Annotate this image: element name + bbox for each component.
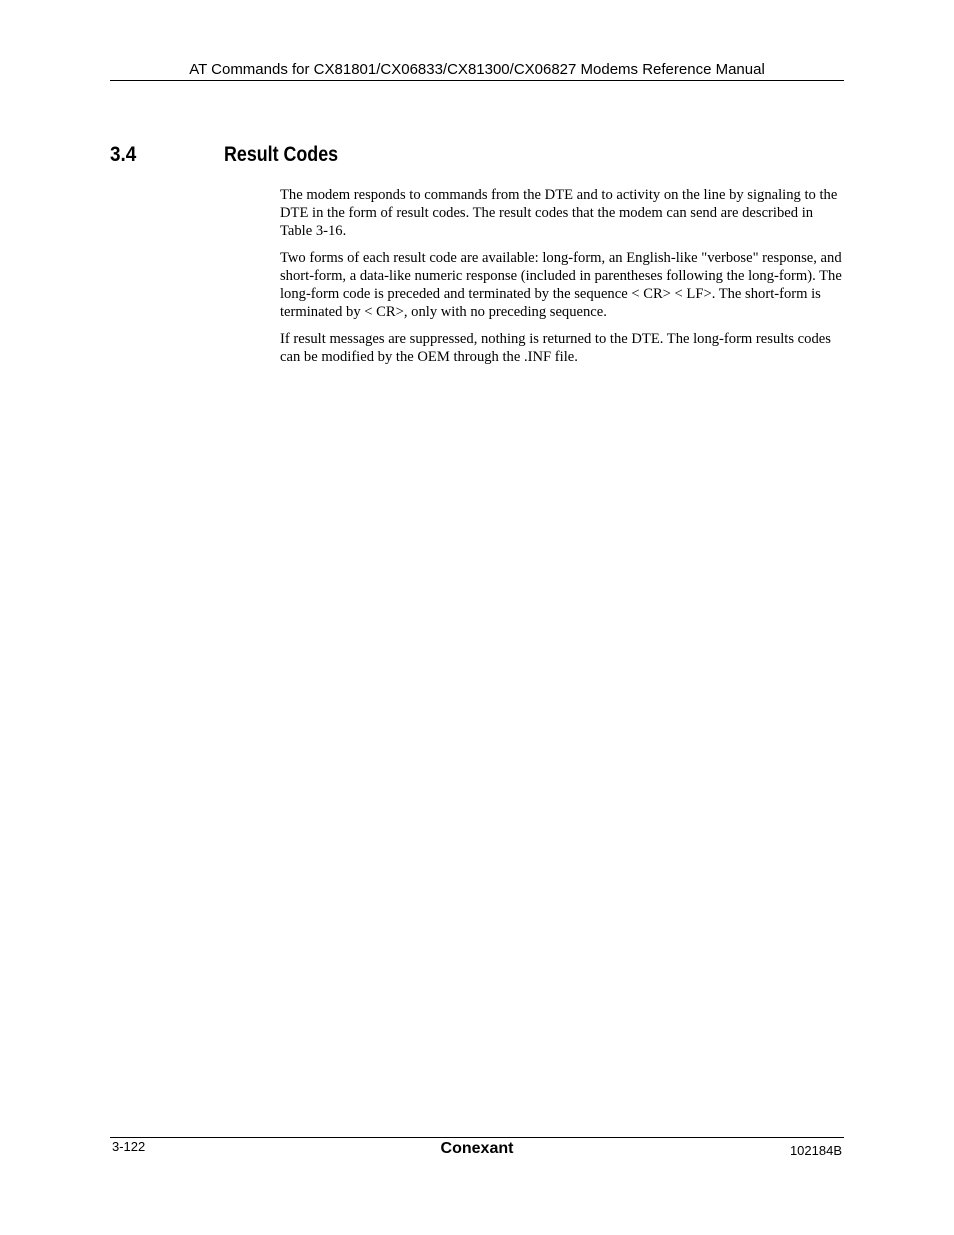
footer-company-name: Conexant bbox=[440, 1140, 514, 1157]
section-body bbox=[280, 186, 842, 375]
section-number: 3.4 bbox=[110, 143, 137, 166]
body-paragraph: The modem responds to commands from the DTE and to activity on the line by signaling to the DTE in the form of result codes. The result codes that the modem can send are described in Table 3-16. bbox=[280, 187, 838, 239]
body-paragraph: Two forms of each result code are available: long-form, an English-like "verbose" response, and short-form, a data-like numeric response (included in parentheses following the long-form). The long-form code is preceded and terminated by the sequence < CR> < LF>. The short-form is terminated by < CR>, only with no preceding sequence. bbox=[280, 250, 842, 320]
section-title: Result Codes bbox=[224, 143, 339, 166]
footer-page-number: 3-122 bbox=[112, 1139, 146, 1154]
running-header: AT Commands for CX81801/CX06833/CX81300/CX06827 Modems Reference Manual bbox=[189, 61, 765, 78]
footer-rule bbox=[110, 1137, 844, 1138]
header-rule bbox=[110, 80, 844, 81]
body-paragraph: If result messages are suppressed, nothing is returned to the DTE. The long-form results codes can be modified by the OEM through the .INF file. bbox=[280, 331, 831, 365]
section-heading bbox=[110, 141, 844, 169]
footer-document-number: 102184B bbox=[789, 1143, 842, 1158]
